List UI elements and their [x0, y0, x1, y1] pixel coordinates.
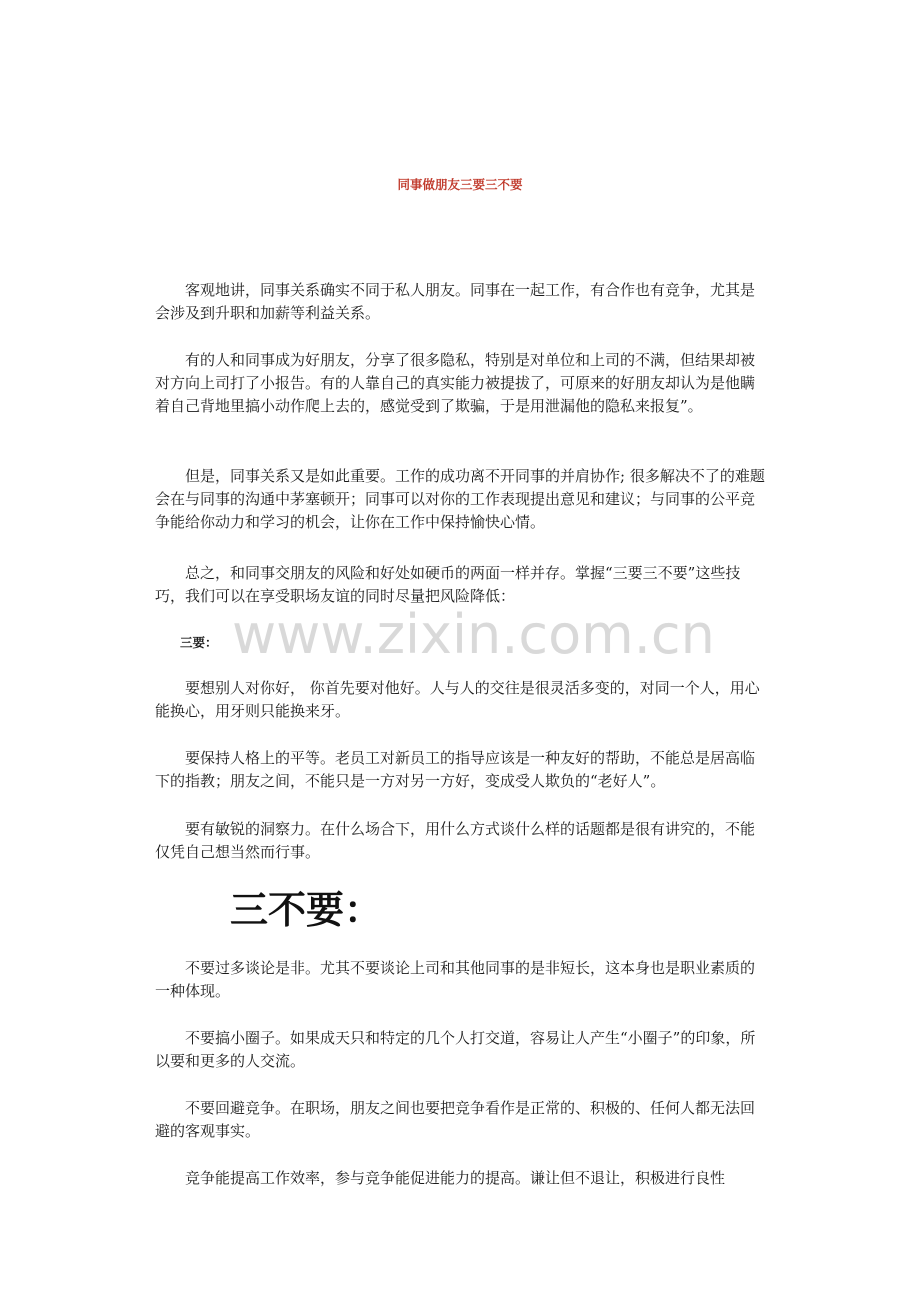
three-do-item-3: 要有敏锐的洞察力。在什么场合下，用什么方式谈什么样的话题都是很有讲究的，不能仅凭自己想当然而行事。	[155, 820, 756, 861]
three-dont-item-1: 不要过多谈论是非。尤其不要谈论上司和其他同事的是非短长，这本身也是职业素质的一种体现。	[155, 959, 756, 1000]
watermark: www.zixin.com.cn	[232, 603, 715, 666]
paragraph-example: 有的人和同事成为好朋友，分享了很多隐私，特别是对单位和上司的不满，但结果却被对方向上司打了小报告。有的人靠自己的真实能力被提拔了，可原来的好朋友却认为是他瞒着自己背地里搞小动作爬上去的，感觉受到了欺骗，于是用泄漏他的隐私来报复”。	[155, 351, 756, 415]
three-do-heading: 三要：	[180, 635, 218, 650]
three-do-item-1: 要想别人对你好， 你首先要对他好。人与人的交往是很灵活多变的，对同一个人，用心能换心，用牙则只能换来牙。	[155, 679, 760, 720]
paragraph-intro: 客观地讲，同事关系确实不同于私人朋友。同事在一起工作，有合作也有竞争，尤其是会涉及到升职和加薪等利益关系。	[155, 281, 756, 322]
three-dont-item-2: 不要搞小圈子。如果成天只和特定的几个人打交道，容易让人产生“小圈子”的印象，所以要和更多的人交流。	[155, 1029, 756, 1070]
three-dont-heading: 三不要：	[230, 887, 383, 932]
three-dont-item-4: 竞争能提高工作效率，参与竞争能促进能力的提高。谦让但不退让，积极进行良性	[185, 1169, 726, 1187]
paragraph-importance: 但是，同事关系又是如此重要。工作的成功离不开同事的并肩协作; 很多解决不了的难题会在与同事的沟通中茅塞顿开；同事可以对你的工作表现提出意见和建议；与同事的公平竞争能给你动力和学习的机会，让你在工作中保持愉快心情。	[155, 467, 765, 531]
three-dont-item-3: 不要回避竞争。在职场，朋友之间也要把竞争看作是正常的、积极的、任何人都无法回避的客观事实。	[155, 1099, 756, 1140]
paragraph-summary: 总之，和同事交朋友的风险和好处如硬币的两面一样并存。掌握“三要三不要”这些技巧，我们可以在享受职场友谊的同时尽量把风险降低：	[155, 564, 741, 605]
document-title: 同事做朋友三要三不要	[397, 177, 523, 192]
three-do-item-2: 要保持人格上的平等。老员工对新员工的指导应该是一种友好的帮助，不能总是居高临下的指教；朋友之间，不能只是一方对另一方好，变成受人欺负的“老好人”。	[155, 749, 756, 790]
